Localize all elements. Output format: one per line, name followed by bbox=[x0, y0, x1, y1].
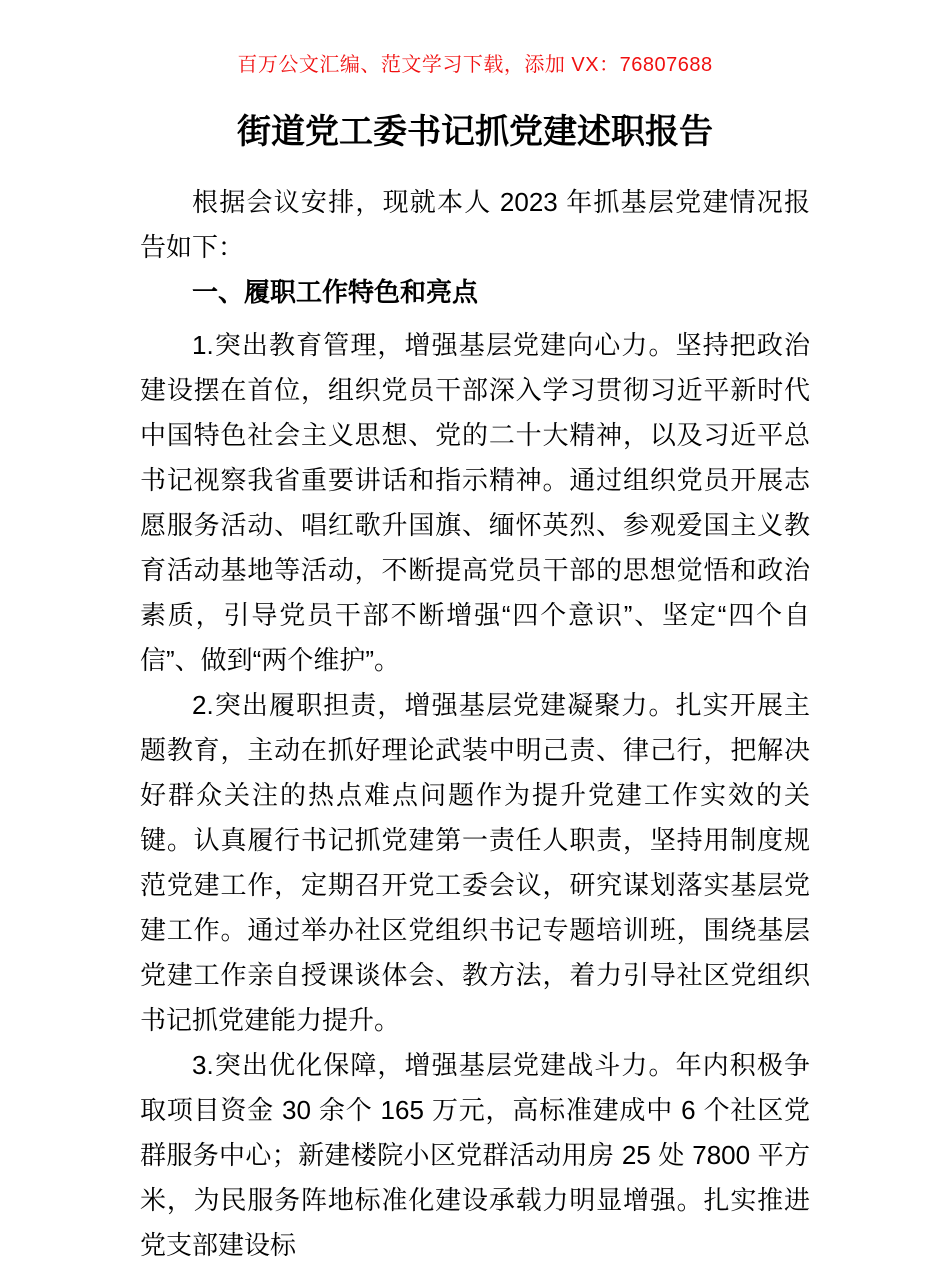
promo-notice: 百万公文汇编、范文学习下载，添加 VX：76807688 bbox=[237, 54, 713, 76]
document-title: 街道党工委书记抓党建述职报告 bbox=[237, 113, 713, 151]
body-paragraph-2: 2.突出履职担责，增强基层党建凝聚力。扎实开展主题教育，主动在抓好理论武装中明己责、律己行，把解决好群众关注的热点难点问题作为提升党建工作实效的关键。认真履行书记抓党建第一责任人职责，坚持用制度规范党建工作，定期召开党工委会议，研究谋划落实基层党建工作。通过举办社区党组织书记专题培训班，围绕基层党建工作亲自授课谈体会、教方法，着力引导社区党组织书记抓党建能力提升。 bbox=[140, 690, 810, 1035]
section-heading: 一、履职工作特色和亮点 bbox=[192, 277, 479, 307]
intro-paragraph: 根据会议安排，现就本人 2023 年抓基层党建情况报告如下： bbox=[140, 187, 810, 262]
body-paragraph-1: 1.突出教育管理，增强基层党建向心力。坚持把政治建设摆在首位，组织党员干部深入学习贯彻习近平新时代中国特色社会主义思想、党的二十大精神，以及习近平总书记视察我省重要讲话和指示精神。通过组织党员开展志愿服务活动、唱红歌升国旗、缅怀英烈、参观爱国主义教育活动基地等活动，不断提高党员干部的思想觉悟和政治素质，引导党员干部不断增强“四个意识”、坚定“四个自信”、做到“两个维护”。 bbox=[140, 330, 810, 675]
body-paragraph-3: 3.突出优化保障，增强基层党建战斗力。年内积极争取项目资金 30 余个 165 万元，高标准建成中 6 个社区党群服务中心；新建楼院小区党群活动用房 25 处 7800 平方米，为民服务阵地标准化建设承载力明显增强。扎实推进党支部建设标 bbox=[140, 1050, 810, 1260]
